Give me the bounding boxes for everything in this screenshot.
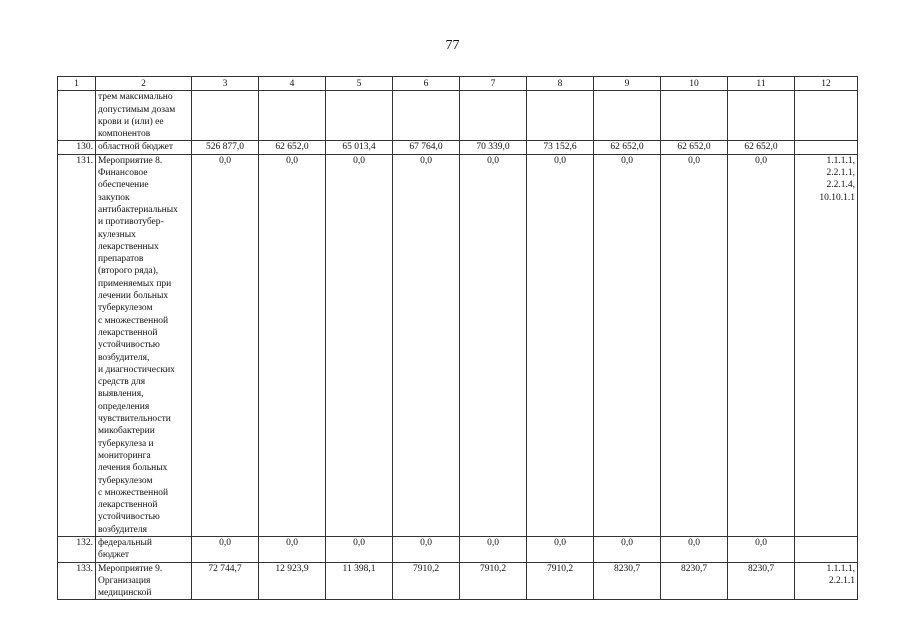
row-number [58, 91, 96, 141]
amount-cell [326, 91, 393, 141]
indicator-codes-cell [795, 141, 858, 154]
amount-cell [259, 91, 326, 141]
column-header: 8 [527, 77, 594, 91]
column-header: 4 [259, 77, 326, 91]
item-name-line: определения [98, 401, 150, 412]
item-name-line: Мероприятие 9. [98, 563, 163, 574]
amount-cell: 62 652,0 [728, 141, 795, 154]
item-name-cell [96, 536, 192, 562]
item-name-line: возбудителя, [98, 352, 150, 363]
amount-cell: 67 764,0 [393, 141, 460, 154]
item-name-line: устойчивостью [98, 512, 160, 523]
item-name-line: средств для [98, 377, 146, 388]
amount-cell: 0,0 [326, 536, 393, 562]
item-name-line: и противотубер- [98, 217, 164, 228]
indicator-codes-cell [795, 91, 858, 141]
column-header: 12 [795, 77, 858, 91]
item-name-line: федеральный [98, 537, 152, 548]
row-number: 130. [58, 141, 96, 154]
amount-cell: 7910,2 [527, 562, 594, 600]
item-name-line: медицинской [98, 588, 152, 599]
amount-cell: 0,0 [661, 536, 728, 562]
indicator-code: 1.1.1.1, [826, 563, 855, 574]
item-name-line: кулезных [98, 229, 136, 240]
indicator-code: 2.2.1.4, [826, 180, 855, 191]
column-header: 1 [58, 77, 96, 91]
amount-cell: 0,0 [192, 154, 259, 536]
item-name-line: туберкулезом [98, 475, 153, 486]
item-name-line: трем максимально [98, 92, 173, 103]
amount-cell: 0,0 [259, 536, 326, 562]
item-name-line: Финансовое [98, 168, 148, 179]
item-name-line: обеспечение [98, 180, 149, 191]
amount-cell: 70 339,0 [460, 141, 527, 154]
indicator-code: 2.2.1.1 [828, 575, 855, 586]
amount-cell: 0,0 [728, 536, 795, 562]
amount-cell: 8230,7 [594, 562, 661, 600]
item-name-line: с множественной [98, 315, 169, 326]
amount-cell [527, 91, 594, 141]
item-name-line: бюджет [98, 550, 130, 561]
column-header: 9 [594, 77, 661, 91]
item-name-line: микобактерии [98, 426, 155, 437]
row-number: 132. [58, 536, 96, 562]
item-name-cell [96, 141, 192, 154]
amount-cell: 7910,2 [460, 562, 527, 600]
item-name-line: туберкулезом [98, 303, 153, 314]
item-name-line: возбудителя [98, 524, 147, 535]
column-header: 2 [96, 77, 192, 91]
amount-cell: 0,0 [661, 154, 728, 536]
item-name-line: лекарственной [98, 500, 158, 511]
amount-cell: 0,0 [326, 154, 393, 536]
column-header: 3 [192, 77, 259, 91]
item-name-line: лечения больных [98, 463, 168, 474]
amount-cell: 62 652,0 [259, 141, 326, 154]
item-name-line: областной бюджет [98, 142, 174, 153]
amount-cell: 0,0 [393, 154, 460, 536]
amount-cell: 0,0 [594, 154, 661, 536]
row-number: 131. [58, 154, 96, 536]
item-name-line: и диагностических [98, 364, 175, 375]
amount-cell: 0,0 [527, 536, 594, 562]
row-number: 133. [58, 562, 96, 600]
item-name-line: устойчивостью [98, 340, 160, 351]
amount-cell [594, 91, 661, 141]
amount-cell: 526 877,0 [192, 141, 259, 154]
amount-cell: 65 013,4 [326, 141, 393, 154]
amount-cell [460, 91, 527, 141]
amount-cell [661, 91, 728, 141]
indicator-code: 1.1.1.1, [826, 155, 855, 166]
amount-cell: 0,0 [460, 154, 527, 536]
item-name-line: Мероприятие 8. [98, 155, 163, 166]
amount-cell: 0,0 [594, 536, 661, 562]
item-name-line: (второго ряда), [98, 266, 159, 277]
item-name-line: препаратов [98, 254, 144, 265]
item-name-line: применяемых при [98, 278, 172, 289]
column-header: 6 [393, 77, 460, 91]
amount-cell: 0,0 [527, 154, 594, 536]
amount-cell: 73 152,6 [527, 141, 594, 154]
table-row [58, 141, 858, 154]
item-name-line: крови и (или) ее [98, 116, 164, 127]
item-name-line: выявления, [98, 389, 144, 400]
indicator-codes-cell [795, 562, 858, 600]
column-header: 7 [460, 77, 527, 91]
column-number-row [58, 77, 858, 91]
amount-cell: 62 652,0 [594, 141, 661, 154]
item-name-line: мониторинга [98, 450, 151, 461]
amount-cell: 0,0 [460, 536, 527, 562]
indicator-codes-cell [795, 536, 858, 562]
item-name-line: лекарственных [98, 241, 159, 252]
amount-cell: 62 652,0 [661, 141, 728, 154]
column-header: 10 [661, 77, 728, 91]
item-name-line: допустимым дозам [98, 104, 176, 115]
amount-cell [192, 91, 259, 141]
amount-cell: 0,0 [192, 536, 259, 562]
item-name-line: туберкулеза и [98, 438, 154, 449]
amount-cell [728, 91, 795, 141]
amount-cell: 12 923,9 [259, 562, 326, 600]
table-row [58, 562, 858, 600]
column-header: 5 [326, 77, 393, 91]
item-name-line: лекарственной [98, 327, 158, 338]
amount-cell: 0,0 [728, 154, 795, 536]
indicator-codes-cell [795, 154, 858, 536]
item-name-cell [96, 154, 192, 536]
item-name-line: антибактериальных [98, 204, 178, 215]
amount-cell: 8230,7 [728, 562, 795, 600]
amount-cell: 11 398,1 [326, 562, 393, 600]
amount-cell: 0,0 [259, 154, 326, 536]
amount-cell: 7910,2 [393, 562, 460, 600]
indicator-code: 2.2.1.1, [826, 168, 855, 179]
item-name-line: компонентов [98, 129, 151, 140]
table-body [58, 91, 858, 600]
table-row [58, 91, 858, 141]
item-name-line: чувствительности [98, 414, 171, 425]
column-header: 11 [728, 77, 795, 91]
amount-cell [393, 91, 460, 141]
amount-cell: 8230,7 [661, 562, 728, 600]
table-row [58, 536, 858, 562]
budget-table [57, 76, 858, 600]
item-name-cell [96, 562, 192, 600]
item-name-cell [96, 91, 192, 141]
item-name-line: лечении больных [98, 291, 169, 302]
indicator-code: 10.10.1.1 [819, 192, 855, 203]
amount-cell: 0,0 [393, 536, 460, 562]
amount-cell: 72 744,7 [192, 562, 259, 600]
page-number: 77 [445, 38, 460, 53]
table-row [58, 154, 858, 536]
item-name-line: Организация [98, 575, 151, 586]
item-name-line: с множественной [98, 487, 169, 498]
item-name-line: закупок [98, 192, 130, 203]
